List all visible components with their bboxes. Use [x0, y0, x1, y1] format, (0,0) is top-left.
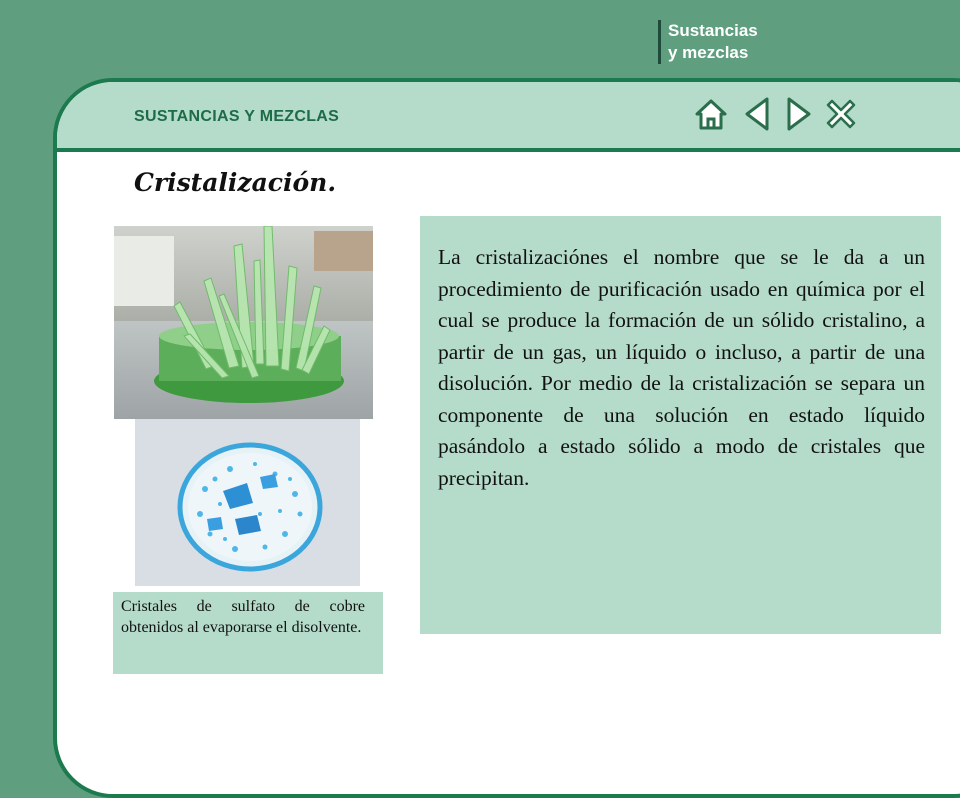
- next-button[interactable]: [781, 96, 817, 132]
- home-icon: [693, 96, 729, 132]
- home-button[interactable]: [693, 96, 729, 132]
- header-title: SUSTANCIAS Y MEZCLAS: [134, 108, 340, 125]
- corner-label-line1: Sustancias: [668, 21, 758, 40]
- close-icon: [823, 96, 859, 132]
- previous-button[interactable]: [739, 96, 775, 132]
- corner-label-line2: y mezclas: [668, 43, 749, 62]
- arrow-left-icon: [739, 96, 775, 132]
- close-button[interactable]: [823, 96, 859, 132]
- slide-title: Cristalización.: [134, 168, 337, 197]
- description-panel: [420, 216, 941, 634]
- image-caption: Cristales de sulfato de cobre obtenidos al evaporarse el disolvente.: [113, 592, 383, 674]
- arrow-right-icon: [781, 96, 817, 132]
- green-crystals-photo: [114, 226, 373, 419]
- blue-crystals-petri-dish-photo: [135, 419, 360, 586]
- header-bar: [57, 82, 960, 152]
- description-text: La cristalizaciónes el nombre que se le da a un procedimiento de purificación usado en química por el cual se produce la formación de un sólido cristalino, a partir de un gas, un líquido o incluso, a partir de una disolución. Por medio de la cristalización se separa un componente de una solución en estado líquido pasándolo a estado sólido a modo de cristales que precipitan.: [438, 245, 925, 490]
- corner-section-label: [658, 20, 758, 64]
